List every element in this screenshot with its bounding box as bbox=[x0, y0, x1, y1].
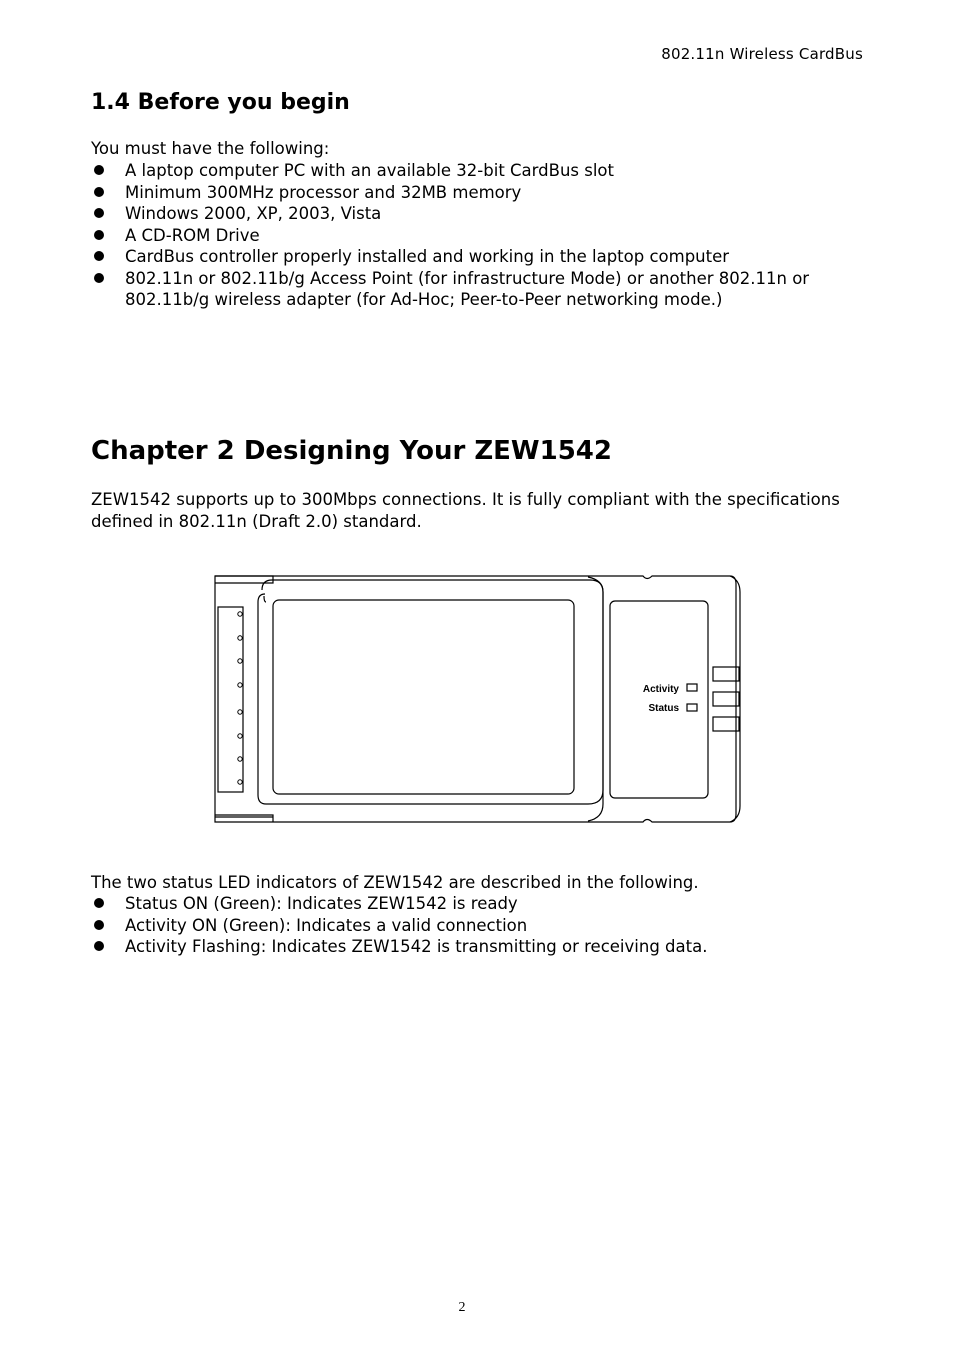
requirements-list bbox=[91, 160, 871, 311]
bullet-icon bbox=[94, 187, 104, 197]
list-item: Windows 2000, XP, 2003, Vista bbox=[91, 203, 871, 225]
list-item: A CD-ROM Drive bbox=[91, 225, 871, 247]
list-item: A laptop computer PC with an available 32-bit CardBus slot bbox=[91, 160, 871, 182]
chapter-paragraph: ZEW1542 supports up to 300Mbps connections. It is fully compliant with the specifications defined in 802.11n (Draft 2.0) standard. bbox=[91, 490, 840, 531]
activity-led-label: Activity bbox=[642, 684, 679, 695]
bullet-icon bbox=[94, 941, 104, 951]
list-item: Status ON (Green): Indicates ZEW1542 is ready bbox=[91, 893, 871, 915]
bullet-icon bbox=[94, 273, 104, 283]
list-item: Activity Flashing: Indicates ZEW1542 is transmitting or receiving data. bbox=[91, 936, 871, 958]
status-led-label: Status bbox=[648, 703, 679, 714]
led-intro: The two status LED indicators of ZEW1542 are described in the following. bbox=[91, 873, 699, 892]
section-heading: 1.4 Before you begin bbox=[91, 90, 350, 115]
bullet-icon bbox=[94, 920, 104, 930]
bullet-icon bbox=[94, 230, 104, 240]
bullet-icon bbox=[94, 208, 104, 218]
page-number: 2 bbox=[458, 1300, 466, 1315]
running-header: 802.11n Wireless CardBus bbox=[661, 45, 863, 63]
chapter-heading: Chapter 2 Designing Your ZEW1542 bbox=[91, 436, 612, 466]
list-item: Minimum 300MHz processor and 32MB memory bbox=[91, 182, 871, 204]
requirements-intro: You must have the following: bbox=[91, 139, 330, 158]
list-item: Activity ON (Green): Indicates a valid connection bbox=[91, 915, 871, 937]
bullet-icon bbox=[94, 165, 104, 175]
list-item: CardBus controller properly installed and working in the laptop computer bbox=[91, 246, 871, 268]
led-list bbox=[91, 893, 871, 958]
list-item: 802.11n or 802.11b/g Access Point (for infrastructure Mode) or another 802.11n or 802.11b/g wireless adapter (for Ad-Hoc; Peer-to-Peer networking mode.) bbox=[91, 268, 871, 311]
cardbus-illustration bbox=[210, 572, 745, 828]
cardbus-card-drawing bbox=[210, 572, 745, 828]
bullet-icon bbox=[94, 898, 104, 908]
bullet-icon bbox=[94, 251, 104, 261]
